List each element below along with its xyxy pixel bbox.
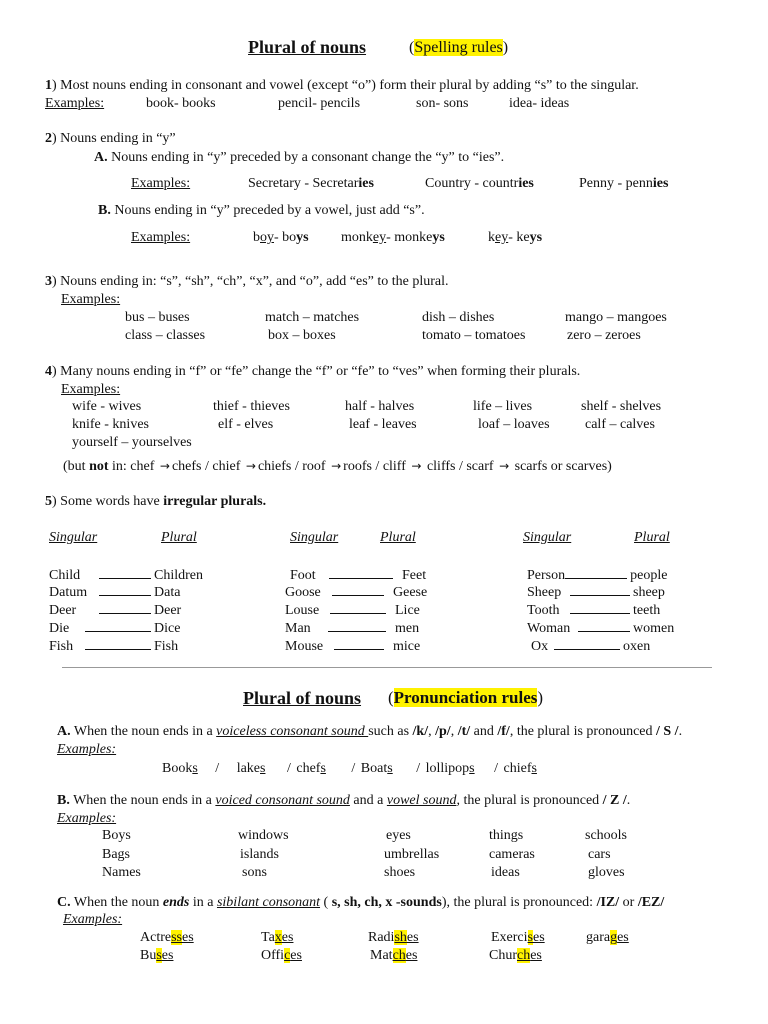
irregular-plural: Feet (402, 568, 427, 583)
irregular-singular: Woman (527, 621, 571, 636)
rule-4-example: shelf - shelves (581, 399, 662, 414)
rule-4-example: thief - thieves (213, 399, 290, 414)
rule-3-example: bus – buses (125, 310, 190, 325)
rule-3-examples-label: Examples: (61, 292, 121, 307)
pron-rule-c-text (57, 895, 664, 911)
word-ending: s (260, 761, 266, 776)
example-word: islands (240, 847, 279, 862)
answer-blank[interactable] (332, 583, 384, 596)
example-word (504, 761, 537, 776)
example-word (368, 930, 419, 946)
irregular-singular: Child (49, 568, 81, 583)
rule-2b-examples-label: Examples: (131, 230, 191, 245)
example-base: Penny - penn (579, 176, 653, 191)
rule-1-number: 1 (45, 78, 52, 93)
answer-blank[interactable] (565, 566, 627, 579)
irregular-plural: Lice (395, 603, 420, 618)
rule-2b-text (98, 203, 425, 219)
word-stem: chef (296, 761, 321, 776)
sibilant-sounds: s, sh, ch, x -sounds (331, 895, 442, 910)
example-word (261, 930, 293, 946)
pron-rule-c-examples-label: Examples: (63, 912, 123, 927)
col1-singular-header: Singular (49, 530, 98, 545)
word-sibilant: c (284, 948, 291, 963)
separator: / (215, 761, 220, 776)
rule-1-example: pencil- pencils (278, 96, 361, 111)
rule-4-example: wife - wives (72, 399, 142, 414)
irregular-row (285, 583, 427, 601)
example-suffix: ies (518, 176, 534, 191)
text-segment: ), the plural is pronounced: (441, 895, 597, 910)
arrow-right-icon: → (159, 459, 170, 473)
rule-4-example: loaf – loaves (478, 417, 550, 432)
ends-term: ends (162, 895, 190, 910)
sound-k: /k/ (412, 724, 429, 739)
separator: / (286, 761, 291, 776)
sound-p: /p/ (435, 724, 451, 739)
example-suffix: ys (529, 230, 543, 245)
example-base: Country - countr (425, 176, 519, 191)
irregular-row (49, 601, 181, 619)
word-stem: Boat (360, 761, 388, 776)
rule-2b-label: B. (98, 203, 111, 218)
rule-2a-label: A. (94, 150, 108, 165)
irregular-row (285, 601, 420, 619)
irregular-plural: oxen (623, 639, 651, 654)
separator: / (351, 761, 356, 776)
exception-chef: chefs / chief (171, 459, 244, 474)
paren-close: ) (502, 39, 509, 56)
word-ending: es (161, 948, 174, 963)
rule-2a-examples-label: Examples: (131, 176, 191, 191)
rule-1-text (45, 78, 639, 94)
sound-s: / S / (656, 724, 679, 739)
arrow-right-icon: → (411, 459, 422, 473)
word-ending: es (405, 948, 418, 963)
voiced-term: voiced consonant sound (215, 793, 350, 808)
rule-2a-text (94, 150, 504, 166)
example-word (261, 948, 302, 964)
word-ending: es (532, 930, 545, 945)
example-base: b (253, 230, 260, 245)
rule-5-number: 5 (45, 494, 52, 509)
exception-roof: roofs / cliff (343, 459, 410, 474)
word-sibilant: sh (394, 930, 407, 945)
rule-3-example: dish – dishes (422, 310, 495, 325)
example-word (140, 930, 194, 946)
irregular-singular: Foot (290, 568, 316, 583)
paren-open: ( (388, 688, 394, 707)
rule-2b-description: Nouns ending in “y” preceded by a vowel, just add “s”. (110, 203, 425, 218)
answer-blank[interactable] (334, 637, 384, 650)
answer-blank[interactable] (99, 583, 151, 596)
word-ending: s (469, 761, 475, 776)
example-plural: - bo (274, 230, 297, 245)
answer-blank[interactable] (570, 583, 630, 596)
rule-2a-example (248, 176, 374, 192)
example-word: ideas (491, 865, 520, 880)
example-word: shoes (384, 865, 416, 880)
example-word: cameras (489, 847, 535, 862)
rule-4-example: yourself – yourselves (72, 435, 192, 450)
irregular-plural: men (395, 621, 420, 636)
section-divider (62, 667, 712, 668)
irregular-singular: Louse (285, 603, 320, 618)
example-vowel: ey (495, 230, 509, 245)
rule-3-example: class – classes (125, 328, 206, 343)
word-ending: s (387, 761, 393, 776)
irregular-row (49, 637, 178, 655)
word-stem: Actre (140, 930, 172, 945)
text-segment: . (678, 724, 683, 739)
irregular-singular: Goose (285, 585, 321, 600)
irregular-plural: Fish (154, 639, 179, 654)
rule-3-example: mango – mangoes (565, 310, 667, 325)
exception-scarf: scarfs or scarves) (511, 459, 612, 474)
rule-4-number: 4 (45, 364, 52, 379)
exceptions-open: (but (63, 459, 90, 474)
spelling-title (248, 37, 366, 58)
irregular-plural: Data (154, 585, 181, 600)
voiceless-term: voiceless consonant sound (216, 724, 369, 739)
rule-2a-description: Nouns ending in “y” preceded by a consonant change the “y” to “ies”. (107, 150, 505, 165)
irregular-row (285, 637, 420, 655)
pron-rule-b-label: B. (57, 793, 70, 808)
rule-3-description: ) Nouns ending in: “s”, “sh”, “ch”, “x”, and “o”, add “es” to the plural. (52, 274, 449, 289)
pronunciation-subtitle (388, 688, 543, 708)
word-sibilant: ch (392, 948, 406, 963)
rule-1-description: ) Most nouns ending in consonant and vowel (except “o”) form their plural by adding “s” to the singular. (52, 78, 639, 93)
rule-2b-example (253, 230, 309, 246)
text-segment: or (619, 895, 638, 910)
pron-rule-b-examples-label: Examples: (57, 811, 117, 826)
example-word (370, 948, 417, 964)
word-ending: es (290, 948, 302, 963)
rule-1-examples-label: Examples: (45, 96, 105, 111)
rule-4-example: calf – calves (585, 417, 655, 432)
paren-open: ( (409, 39, 415, 56)
answer-blank[interactable] (85, 637, 151, 650)
text-segment: When the noun ends in a (69, 793, 216, 808)
sound-iz: /IZ/ (596, 895, 620, 910)
arrow-right-icon: → (499, 459, 510, 473)
example-word: Names (102, 865, 141, 880)
word-ending: es (182, 930, 194, 945)
irregular-plural: teeth (633, 603, 661, 618)
example-word: windows (238, 828, 289, 843)
rule-3-text (45, 274, 449, 290)
rule-3-example: tomato – tomatoes (422, 328, 526, 343)
word-stem: Book (162, 761, 193, 776)
irregular-plural: people (630, 568, 668, 583)
example-word: cars (588, 847, 611, 862)
text-segment: and (470, 724, 498, 739)
pronunciation-title (243, 688, 361, 709)
exception-cliff: cliffs / scarf (423, 459, 498, 474)
answer-blank[interactable] (85, 619, 151, 632)
text-segment: , (428, 724, 436, 739)
word-ending: es (406, 930, 419, 945)
example-plural: - ke (508, 230, 530, 245)
word-sibilant: s (527, 930, 533, 945)
rule-1-example: book- books (146, 96, 216, 111)
vowel-term: vowel sound (386, 793, 457, 808)
word-sibilant: s (156, 948, 162, 963)
col2-plural-header: Plural (380, 530, 416, 545)
word-ending: s (320, 761, 326, 776)
word-stem: gara (586, 930, 611, 945)
word-sibilant: ss (171, 930, 182, 945)
answer-blank[interactable] (329, 566, 393, 579)
rule-4-example: leaf - leaves (349, 417, 417, 432)
text-segment: When the noun (70, 895, 163, 910)
rule-4-text (45, 364, 580, 380)
text-segment: , (450, 724, 458, 739)
sound-ez: /EZ/ (637, 895, 665, 910)
example-suffix: ies (652, 176, 669, 191)
rule-4-example: life – lives (473, 399, 533, 414)
word-ending: es (617, 930, 629, 945)
example-word: gloves (588, 865, 625, 880)
pron-rule-a-text (57, 724, 682, 740)
irregular-row (49, 566, 203, 584)
irregular-singular: Man (285, 621, 311, 636)
pronunciation-title-text: Plural of nouns (243, 688, 362, 708)
irregular-row (531, 637, 650, 655)
word-stem: Chur (489, 948, 517, 963)
word-sibilant: x (274, 930, 282, 945)
example-word: umbrellas (384, 847, 440, 862)
example-word (491, 930, 545, 946)
text-segment: . (626, 793, 631, 808)
irregular-plural: women (633, 621, 675, 636)
irregular-plural: Children (154, 568, 203, 583)
pron-rule-b-text (57, 793, 630, 809)
rule-2-description: ) Nouns ending in “y” (52, 131, 176, 146)
word-stem: Bu (140, 948, 157, 963)
word-stem: Exerci (491, 930, 528, 945)
example-suffix: ys (296, 230, 309, 245)
word-ending: es (281, 930, 294, 945)
rule-2-text (45, 131, 176, 147)
example-word (489, 948, 542, 964)
word-ending: s (531, 761, 537, 776)
arrow-right-icon: → (331, 459, 342, 473)
word-stem: chief (503, 761, 532, 776)
word-stem: lollipop (425, 761, 470, 776)
example-word (237, 761, 266, 776)
irregular-singular: Ox (531, 639, 549, 654)
separator: / (416, 761, 421, 776)
example-suffix: ys (432, 230, 445, 245)
rule-5-description: ) Some words have (52, 494, 164, 509)
rule-5-text (45, 494, 266, 510)
text-segment: such as (368, 724, 413, 739)
rule-4-example: elf - elves (218, 417, 274, 432)
word-ending: s (192, 761, 198, 776)
example-base: monk (341, 230, 373, 245)
spelling-subtitle (409, 39, 508, 57)
word-ending: es (530, 948, 542, 963)
col3-singular-header: Singular (523, 530, 572, 545)
spelling-subtitle-highlight: Spelling rules (414, 39, 503, 56)
word-sibilant: ch (517, 948, 531, 963)
irregular-row (527, 566, 667, 584)
example-word: eyes (386, 828, 411, 843)
irregular-plural: Deer (154, 603, 182, 618)
irregular-row (49, 583, 180, 601)
irregular-singular: Die (49, 621, 70, 636)
irregular-row (290, 566, 426, 584)
pron-rule-a-examples (162, 761, 537, 777)
sound-f: /f/ (497, 724, 510, 739)
text-segment: , the plural is pronounced (509, 724, 656, 739)
example-word: things (489, 828, 524, 843)
pronunciation-subtitle-highlight: Pronunciation rules (393, 688, 538, 707)
exception-chief: chiefs / roof (257, 459, 330, 474)
irregular-singular: Deer (49, 603, 77, 618)
example-base: Secretary - Secretar (248, 176, 359, 191)
answer-blank[interactable] (330, 601, 386, 614)
example-word (426, 761, 475, 776)
irregular-singular: Sheep (527, 585, 562, 600)
pron-rule-c-label: C. (57, 895, 71, 910)
rule-4-exceptions (63, 459, 612, 475)
word-sibilant: g (610, 930, 618, 945)
example-word (586, 930, 629, 946)
irregular-singular: Tooth (527, 603, 560, 618)
rule-3-example: match – matches (265, 310, 360, 325)
text-segment: in a (189, 895, 217, 910)
sibilant-term: sibilant consonant (216, 895, 321, 910)
example-vowel: ey (372, 230, 387, 245)
rule-4-examples-label: Examples: (61, 382, 121, 397)
arrow-right-icon: → (245, 459, 256, 473)
spelling-title-text: Plural of nouns (248, 37, 367, 57)
example-plural: - monke (386, 230, 433, 245)
rule-3-example: zero – zeroes (567, 328, 641, 343)
example-suffix: ies (358, 176, 374, 191)
rule-4-example: half - halves (345, 399, 415, 414)
exceptions-not: not (89, 459, 109, 474)
irregular-plural: mice (393, 639, 421, 654)
answer-blank[interactable] (554, 637, 620, 650)
pron-rule-a-examples-label: Examples: (57, 742, 117, 757)
rule-4-example: knife - knives (72, 417, 149, 432)
word-stem: Ta (261, 930, 275, 945)
rule-1-example: son- sons (416, 96, 469, 111)
example-word (361, 761, 393, 776)
example-word (162, 761, 198, 776)
irregular-row (285, 619, 419, 637)
example-base: k (488, 230, 495, 245)
example-vowel: oy (260, 230, 274, 245)
text-segment: ( (320, 895, 332, 910)
rule-2b-example (341, 230, 445, 246)
answer-blank[interactable] (99, 601, 151, 614)
sound-t: /t/ (457, 724, 471, 739)
irregular-row (527, 601, 660, 619)
example-word: sons (242, 865, 267, 880)
rule-2-number: 2 (45, 131, 52, 146)
rule-3-example: box – boxes (268, 328, 336, 343)
rule-3-number: 3 (45, 274, 52, 289)
word-stem: Mat (370, 948, 393, 963)
rule-5-bold: irregular plurals. (163, 494, 267, 509)
example-word (140, 948, 173, 964)
separator: / (494, 761, 498, 776)
word-stem: Radi (368, 930, 395, 945)
answer-blank[interactable] (328, 619, 386, 632)
rule-1-example: idea- ideas (509, 96, 570, 111)
rule-2b-example (488, 230, 542, 246)
irregular-singular: Mouse (285, 639, 324, 654)
example-word (296, 761, 326, 776)
col3-plural-header: Plural (634, 530, 670, 545)
word-stem: lake (236, 761, 261, 776)
irregular-plural: Geese (393, 585, 428, 600)
pron-rule-a-label: A. (57, 724, 71, 739)
col1-plural-header: Plural (161, 530, 197, 545)
answer-blank[interactable] (578, 619, 630, 632)
irregular-row (527, 583, 665, 601)
irregular-plural: Dice (154, 621, 181, 636)
example-word: Boys (102, 828, 131, 843)
rule-4-description: ) Many nouns ending in “f” or “fe” change the “f” or “fe” to “ves” when forming their plurals. (52, 364, 581, 379)
exceptions-intro: in: chef (108, 459, 158, 474)
example-word: schools (585, 828, 627, 843)
text-segment: , the plural is pronounced (456, 793, 603, 808)
irregular-singular: Fish (49, 639, 74, 654)
word-stem: Offi (261, 948, 285, 963)
example-word: Bags (102, 847, 130, 862)
irregular-row (527, 619, 674, 637)
irregular-singular: Person (527, 568, 566, 583)
sound-z: / Z / (602, 793, 627, 808)
irregular-row (49, 619, 180, 637)
irregular-singular: Datum (49, 585, 88, 600)
rule-2a-example (579, 176, 668, 192)
answer-blank[interactable] (570, 601, 630, 614)
answer-blank[interactable] (99, 566, 151, 579)
irregular-plural: sheep (633, 585, 665, 600)
col2-singular-header: Singular (290, 530, 339, 545)
rule-2a-example (425, 176, 534, 192)
paren-close: ) (537, 688, 544, 707)
text-segment: When the noun ends in a (70, 724, 217, 739)
text-segment: and a (349, 793, 387, 808)
